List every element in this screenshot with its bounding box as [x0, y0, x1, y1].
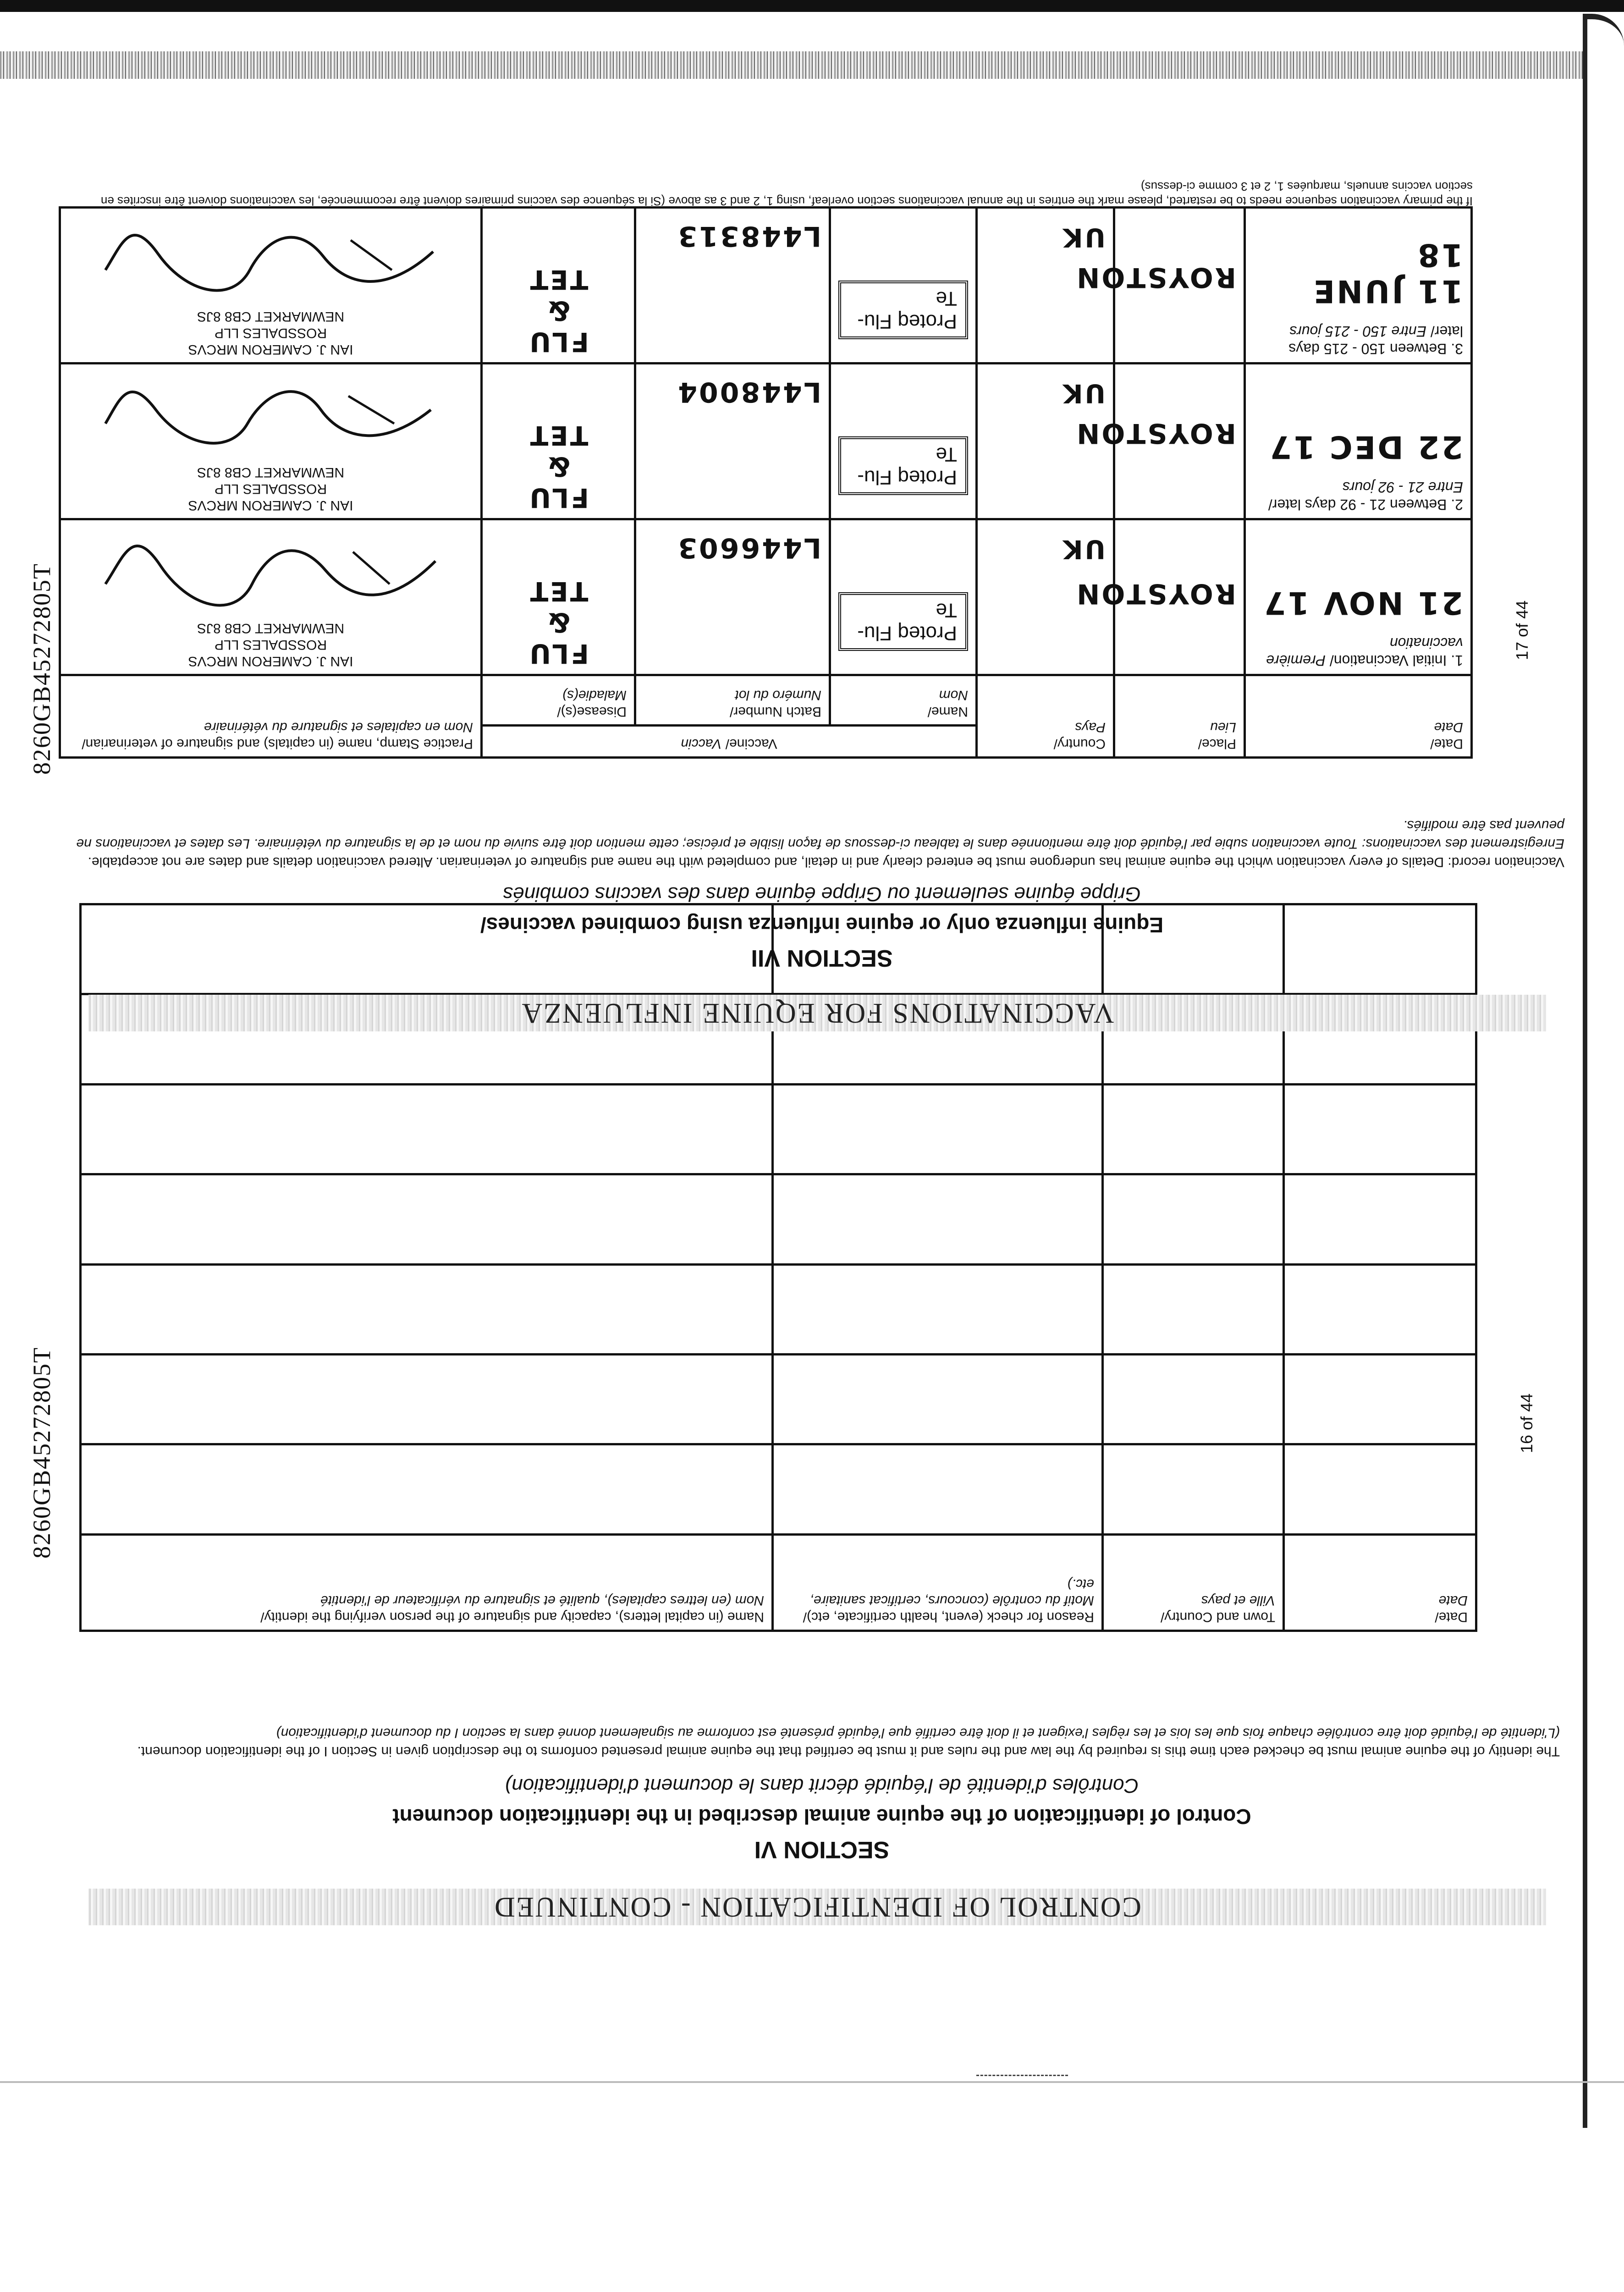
- id-cell[interactable]: [1103, 1174, 1284, 1264]
- page-number-upper: 17 of 44: [1513, 600, 1531, 660]
- section6-instructions: [84, 1724, 1560, 1760]
- vacc-batch-cell[interactable]: [635, 519, 830, 675]
- section6-heading: Control of identification of the equine animal described in the identification document: [392, 1805, 1251, 1829]
- vacc-row-label: 2. Between 21 - 92 days later/ Entre 21 - 92 jours: [1268, 479, 1463, 513]
- vacc-row-label: 3. Between 150 - 215 days later/ Entre 150 - 215 jours: [1288, 323, 1463, 357]
- vet-practice-stamp: IAN J. CAMERON MRCVS ROSSDALES LLP NEWMARKET CB8 8JS: [188, 621, 353, 669]
- section6-instructions-fr: (L'identité de l'équidé doit être contrôlée chaque fois que les lois et les règles l'exigent et il doit être certifié que l'équidé présenté est conforme au signalement donné dans la section I du document d'identification): [276, 1725, 1560, 1741]
- id-col-verifier: Name (in capital letters), capacity and signature of the person verifying the identity/ Nom (en lettres capitales), qualité et signature du vérificateur de l'identité: [81, 1534, 773, 1631]
- id-table-row: [81, 1174, 1476, 1264]
- vacc-disease-cell[interactable]: [482, 208, 635, 364]
- disease-flu: FLU: [528, 326, 589, 358]
- vaccination-table: [59, 206, 1473, 759]
- passport-id-upper: 8260GB45272805T: [28, 563, 55, 775]
- id-cell[interactable]: [1284, 1444, 1476, 1534]
- vet-signature: [97, 387, 445, 456]
- id-cell[interactable]: [1284, 1264, 1476, 1354]
- section7-instructions: [75, 816, 1564, 871]
- vacc-col-vaccine-group: Vaccine/ Vaccin: [482, 726, 977, 758]
- vaccination-footnote: If the primary vaccination sequence needs to be restarted, please mark the entries in the annual vaccinations section overleaf, using 1, 2 and 3 as above (Si la séquence des vaccins primaires doivent être recommencée, les vaccinations doivent être inscrites en section vaccins annuels, marquées 1, 2 et 3 comme ci-dessus): [100, 180, 1473, 208]
- vacc-country-handwritten: UK: [1061, 378, 1106, 408]
- vacc-col-date: Date/ Date: [1245, 675, 1472, 758]
- passport-id-lower: 8260GB45272805T: [28, 1347, 55, 1559]
- vacc-date-handwritten: 22 DEC 17: [1268, 429, 1463, 465]
- section6-banner: [88, 1889, 1546, 1925]
- disease-tet: TET: [528, 420, 589, 451]
- vacc-row-initial: [60, 519, 1472, 675]
- vacc-date-handwritten: 21 NOV 17: [1262, 584, 1463, 621]
- id-cell[interactable]: [773, 1084, 1103, 1174]
- id-cell[interactable]: [1284, 1354, 1476, 1444]
- id-col-reason: Reason for check (event, health certificate, etc)/ Motif du contrôle (concours, certificat sanitaire, etc.): [773, 1534, 1103, 1631]
- vacc-col-name: Name/ Nom: [830, 675, 977, 726]
- vacc-row-third: [60, 208, 1472, 364]
- disease-amp: &: [545, 451, 571, 482]
- disease-amp: &: [545, 295, 571, 326]
- vacc-country-handwritten: UK: [1061, 534, 1106, 564]
- vaccine-name-stamp: Proteq Flu-Te: [838, 436, 968, 495]
- vacc-vet-cell[interactable]: [60, 364, 482, 519]
- vacc-col-disease: Disease(s)/ Maladie(s): [482, 675, 635, 726]
- vacc-col-batch: Batch Number/ Numéro du lot: [635, 675, 830, 726]
- vacc-header-row-1: [60, 726, 1472, 758]
- disease-amp: &: [545, 607, 571, 638]
- id-cell[interactable]: [1103, 1084, 1284, 1174]
- vacc-vet-cell[interactable]: [60, 208, 482, 364]
- id-cell[interactable]: [1103, 1354, 1284, 1444]
- id-cell[interactable]: [773, 1354, 1103, 1444]
- section6-label: SECTION VI: [754, 1836, 890, 1863]
- vacc-batch-handwritten: L448313: [676, 220, 821, 252]
- id-cell[interactable]: [81, 1354, 773, 1444]
- vacc-date-cell[interactable]: [1245, 519, 1472, 675]
- id-cell[interactable]: [81, 1084, 773, 1174]
- vacc-col-place: Place/ Lieu: [1114, 675, 1245, 758]
- vacc-disease-cell[interactable]: [482, 364, 635, 519]
- vacc-row-label: 1. Initial Vaccination/ Première vaccination: [1266, 635, 1463, 669]
- vacc-name-cell[interactable]: [830, 519, 977, 675]
- vacc-name-cell[interactable]: [830, 208, 977, 364]
- vacc-country-handwritten: UK: [1061, 222, 1106, 252]
- vacc-name-cell[interactable]: [830, 364, 977, 519]
- id-cell[interactable]: [81, 1444, 773, 1534]
- vacc-col-vet: Practice Stamp, name (in capitals) and signature of veterinarian/ Nom en capitales et signature du vétérinaire: [60, 675, 482, 758]
- vaccine-name-stamp: Proteq Flu-Te: [838, 281, 968, 339]
- id-cell[interactable]: [1284, 1084, 1476, 1174]
- vet-signature: [97, 543, 445, 612]
- disease-flu: FLU: [528, 482, 589, 513]
- vacc-disease-cell[interactable]: [482, 519, 635, 675]
- section7-instructions-fr: Enregistrement des vaccinations: Toute vaccination subie par l'équidé doit être mentionnée dans le tableau ci-dessous de façon lisible et précise; cette mention doit être suivie du nom et de la signature du vétérinaire. Les dates et vaccinations ne peuvent pas être modifiés.: [76, 818, 1564, 851]
- vacc-date-cell[interactable]: [1245, 208, 1472, 364]
- id-cell[interactable]: [81, 1174, 773, 1264]
- vacc-batch-cell[interactable]: [635, 364, 830, 519]
- section7-label: SECTION VII: [751, 945, 893, 971]
- section6-instructions-en: The identity of the equine animal must be checked each time this is required by the law and the rules and it must be certified that the equine animal presented conforms to the description given in Section I of the identification document.: [137, 1744, 1560, 1759]
- id-cell[interactable]: [773, 1444, 1103, 1534]
- id-col-date: Date/ Date: [1284, 1534, 1476, 1631]
- vacc-place-handwritten: ROYSTON: [1075, 578, 1236, 610]
- section7-banner-text: VACCINATIONS FOR EQUINE INFLUENZA: [520, 997, 1114, 1029]
- id-cell[interactable]: [1103, 1264, 1284, 1354]
- disease-tet: TET: [528, 576, 589, 607]
- vet-signature: [97, 231, 445, 300]
- id-col-town-country: Town and Country/ Ville et pays: [1103, 1534, 1284, 1631]
- id-table-row: [81, 1084, 1476, 1174]
- vacc-date-handwritten: 11 JUNE 18: [1311, 237, 1463, 309]
- disease-tet: TET: [528, 264, 589, 295]
- vacc-row-second: [60, 364, 1472, 519]
- id-table-header-row: [81, 1534, 1476, 1631]
- vacc-date-cell[interactable]: [1245, 364, 1472, 519]
- section7-instructions-en: Vaccination record: Details of every vaccination which the equine animal has undergone must be entered clearly and in detail, and completed with the name and signature of veterinarian. Altered vaccination details and dates are not acceptable.: [88, 854, 1564, 870]
- id-table-row: [81, 1354, 1476, 1444]
- vacc-vet-cell[interactable]: [60, 519, 482, 675]
- section7-subheading: Grippe équine seulement ou Grippe équine dans des vaccins combinés: [503, 883, 1141, 905]
- id-cell[interactable]: [773, 1264, 1103, 1354]
- vacc-place-handwritten: ROYSTON: [1075, 417, 1236, 449]
- vacc-place-handwritten: ROYSTON: [1075, 261, 1236, 293]
- id-cell[interactable]: [773, 1174, 1103, 1264]
- vacc-batch-handwritten: L446603: [676, 532, 821, 564]
- vacc-batch-cell[interactable]: [635, 208, 830, 364]
- vacc-col-country: Country/ Pays: [977, 675, 1114, 758]
- id-table-row: [81, 1264, 1476, 1354]
- id-cell[interactable]: [81, 1264, 773, 1354]
- disease-flu: FLU: [528, 638, 589, 669]
- section6-subheading: Contrôles d'identité de l'équidé décrit dans le document d'identification): [505, 1774, 1139, 1797]
- id-cell[interactable]: [1103, 1444, 1284, 1534]
- vaccine-name-stamp: Proteq Flu-Te: [838, 592, 968, 651]
- vacc-batch-handwritten: L448004: [676, 376, 821, 408]
- section7-banner: [88, 995, 1546, 1031]
- page-number-lower: 16 of 44: [1517, 1393, 1536, 1453]
- section6-banner-text: CONTROL OF IDENTIFICATION - CONTINUED: [493, 1891, 1142, 1923]
- vet-practice-stamp: IAN J. CAMERON MRCVS ROSSDALES LLP NEWMARKET CB8 8JS: [188, 465, 353, 513]
- id-cell[interactable]: [1284, 1174, 1476, 1264]
- id-table-row: [81, 1444, 1476, 1534]
- section7-heading: Equine influenza only or equine influenza using combined vaccines/: [480, 913, 1164, 937]
- vet-practice-stamp: IAN J. CAMERON MRCVS ROSSDALES LLP NEWMARKET CB8 8JS: [188, 309, 353, 357]
